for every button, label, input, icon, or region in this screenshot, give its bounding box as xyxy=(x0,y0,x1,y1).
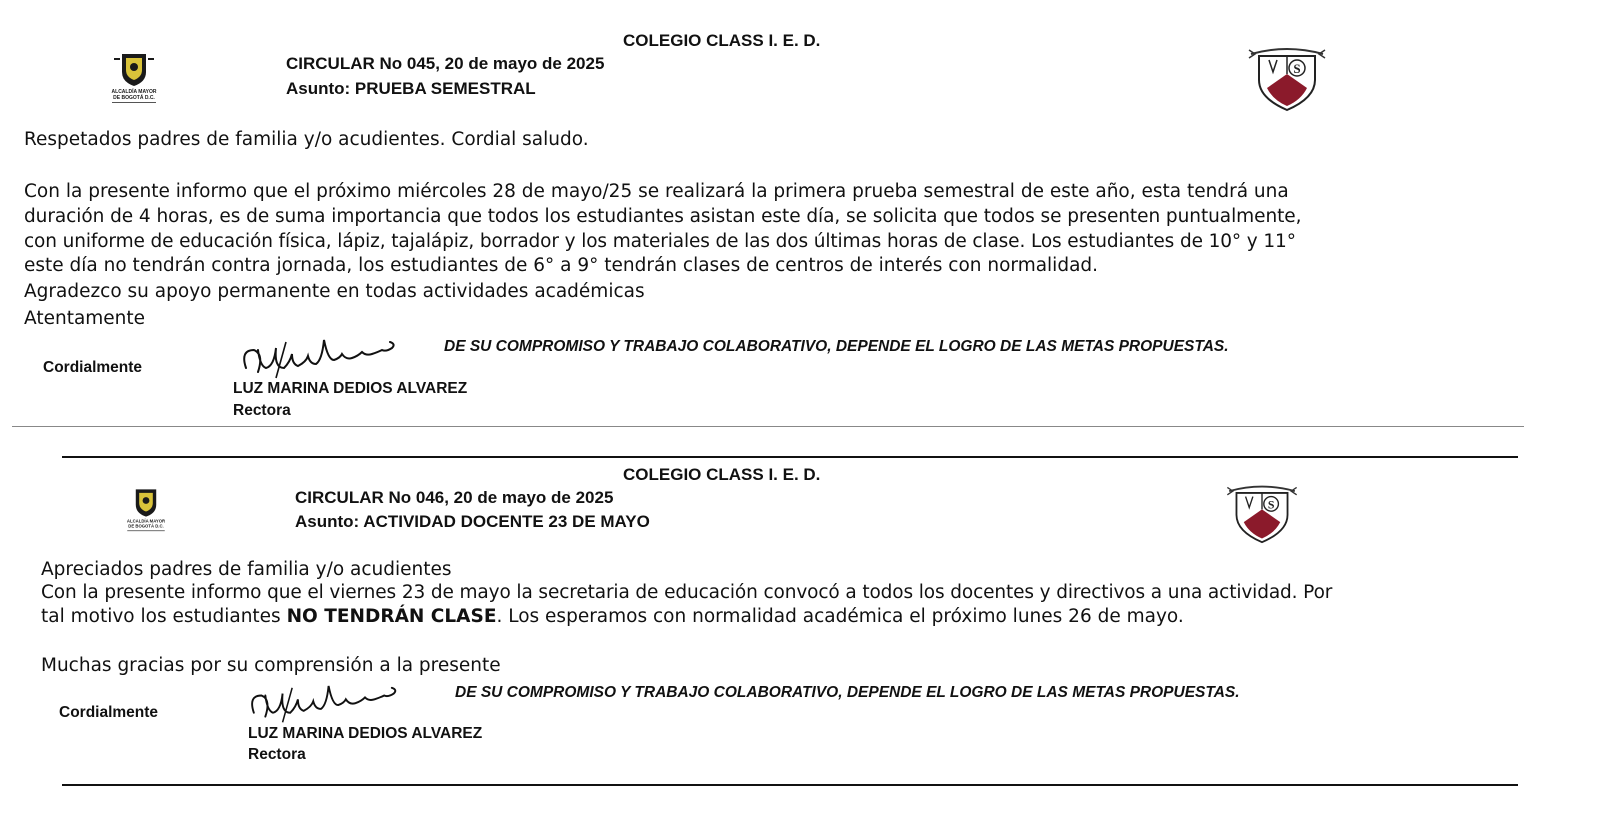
signer-name: LUZ MARINA DEDIOS ALVAREZ xyxy=(248,725,483,742)
greeting: Respetados padres de familia y/o acudientes. Cordial saludo. xyxy=(24,129,589,150)
signature-icon xyxy=(246,684,438,730)
school-name: COLEGIO CLASS I. E. D. xyxy=(623,31,821,50)
school-name: COLEGIO CLASS I. E. D. xyxy=(623,465,821,484)
divider xyxy=(62,456,1518,458)
divider xyxy=(12,426,1524,427)
signature-icon xyxy=(238,338,438,386)
school-crest-icon xyxy=(1222,482,1302,544)
circular-subject: Asunto: ACTIVIDAD DOCENTE 23 DE MAYO xyxy=(295,512,650,531)
body-text-bold: NO TENDRÁN CLASE xyxy=(286,606,497,627)
closing-cordialmente: Cordialmente xyxy=(59,704,159,721)
circular-subject: Asunto: PRUEBA SEMESTRAL xyxy=(286,79,536,98)
divider xyxy=(62,784,1518,786)
alcaldia-bogota-logo-icon xyxy=(104,50,164,104)
circular-number: CIRCULAR No 046, 20 de mayo de 2025 xyxy=(295,488,614,507)
body-line: este día no tendrán contra jornada, los estudiantes de 6° a 9° tendrán clases de centros de interés con normalidad. xyxy=(24,255,1099,276)
body-line xyxy=(41,604,1184,629)
signer-role: Rectora xyxy=(233,402,291,419)
body-line: con uniforme de educación física, lápiz, tajalápiz, borrador y los materiales de las dos últimas horas de clase. Los estudiantes de 10° y 11° xyxy=(24,231,1296,252)
signer-name: LUZ MARINA DEDIOS ALVAREZ xyxy=(233,380,468,397)
body-line: Con la presente informo que el próximo miércoles 28 de mayo/25 se realizará la primera prueba semestral de este año, esta tendrá una xyxy=(24,181,1289,202)
school-motto: DE SU COMPROMISO Y TRABAJO COLABORATIVO, DEPENDE EL LOGRO DE LAS METAS PROPUESTAS. xyxy=(455,684,1240,701)
svg-text:S: S xyxy=(1293,61,1301,76)
thanks-line: Muchas gracias por su comprensión a la presente xyxy=(41,655,501,676)
body-text-segment: . Los esperamos con normalidad académica el próximo lunes 26 de mayo. xyxy=(496,606,1184,627)
svg-text:S: S xyxy=(1267,497,1275,512)
svg-text:ALCALDÍA MAYOR: ALCALDÍA MAYOR xyxy=(126,518,166,524)
thanks-line: Agradezco su apoyo permanente en todas actividades académicas xyxy=(24,281,645,302)
signer-role: Rectora xyxy=(248,746,306,763)
body-text-segment: tal motivo los estudiantes xyxy=(41,606,287,627)
closing-cordialmente: Cordialmente xyxy=(43,359,143,376)
svg-text:ALCALDÍA MAYOR: ALCALDÍA MAYOR xyxy=(111,89,157,95)
school-motto: DE SU COMPROMISO Y TRABAJO COLABORATIVO, DEPENDE EL LOGRO DE LAS METAS PROPUESTAS. xyxy=(444,338,1229,355)
school-crest-icon xyxy=(1245,44,1329,112)
alcaldia-bogota-logo-icon xyxy=(118,486,174,532)
closing-atentamente: Atentamente xyxy=(24,308,146,329)
svg-text:DE BOGOTÁ D.C.: DE BOGOTÁ D.C. xyxy=(128,523,164,529)
greeting: Apreciados padres de familia y/o acudientes xyxy=(41,559,452,580)
body-line: duración de 4 horas, es de suma importancia que todos los estudiantes asistan este día, se solicita que todos se presenten puntualmente, xyxy=(24,206,1302,227)
svg-text:DE BOGOTÁ D.C.: DE BOGOTÁ D.C. xyxy=(113,95,155,101)
body-line: Con la presente informo que el viernes 23 de mayo la secretaria de educación convocó a todos los docentes y directivos a una actividad. Por xyxy=(41,582,1333,603)
circular-number: CIRCULAR No 045, 20 de mayo de 2025 xyxy=(286,54,605,73)
